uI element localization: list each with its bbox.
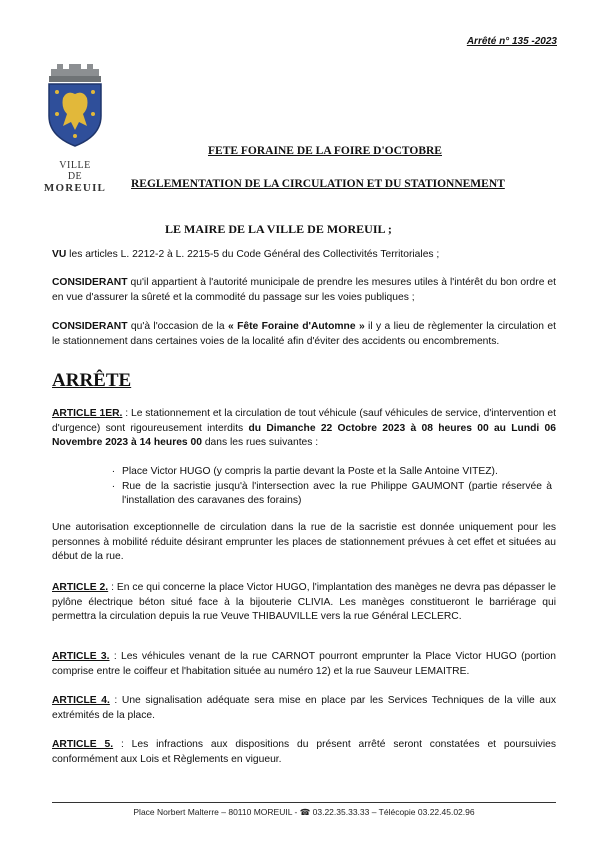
vu-lead: VU xyxy=(52,249,67,260)
town-label-ville: VILLE xyxy=(59,160,91,171)
considerant-lead: CONSIDERANT xyxy=(52,277,128,288)
article-3-text: : Les véhicules venant de la rue CARNOT pourront emprunter la Place Victor HUGO (portion comprise entre le coiffeur et l'habitation située au numéro 12) et la rue Sauveur LEMAITRE. xyxy=(52,651,556,677)
event-name: « Fête Foraine d'Automne » xyxy=(227,321,365,332)
title-fete-foraine: FETE FORAINE DE LA FOIRE D'OCTOBRE xyxy=(208,145,442,157)
footer-address: Place Norbert Malterre – 80110 MOREUIL - xyxy=(133,807,300,817)
considerant-text: qu'il appartient à l'autorité municipale de prendre les mesures utiles à l'intérêt du bon ordre et en vue d'assurer la sûreté et la commodité du passage sur les voies publiques ; xyxy=(52,277,556,303)
article-4-text: : Une signalisation adéquate sera mise en place par les Services Techniques de la ville aux extrémités de la place. xyxy=(52,695,556,721)
article-2-paragraph xyxy=(52,581,556,625)
article-3-label: ARTICLE 3. xyxy=(52,651,110,662)
article-3-paragraph xyxy=(52,650,556,679)
article-5-label: ARTICLE 5. xyxy=(52,739,114,750)
town-crest xyxy=(40,64,110,194)
vu-text: les articles L. 2212-2 à L. 2215-5 du Code Général des Collectivités Territoriales ; xyxy=(66,249,440,260)
article-1-note: Une autorisation exceptionnelle de circulation dans la rue de la sacristie est donnée uniquement pour les personnes à mobilité réduite désirant emprunter les places de stationnement prévues à cet effet et situées au début de la rue. xyxy=(52,522,556,562)
mayor-heading: LE MAIRE DE LA VILLE DE MOREUIL ; xyxy=(165,222,392,236)
article-4-label: ARTICLE 4. xyxy=(52,695,110,706)
street-item: . Rue de la sacristie jusqu'à l'intersection avec la rue Philippe GAUMONT (partie réservée à l'installation des caravanes des forains) xyxy=(112,480,552,509)
article-1-paragraph xyxy=(52,407,556,451)
considerant-text: qu'à l'occasion de la xyxy=(127,321,228,332)
article-1-text: : Le stationnement et la circulation de tout véhicule (sauf véhicules de service, d'intervention et d'urgence) sont rigoureusement interdits xyxy=(52,408,556,434)
considerant-text: il y a lieu de règlementer la circulation et le stationnement dans certaines voies de la localité afin d'éviter des accidents ou encombrements. xyxy=(52,321,556,347)
vu-paragraph xyxy=(52,248,556,263)
phone-icon: ☎ xyxy=(299,807,311,817)
article-2-label: ARTICLE 2. xyxy=(52,582,109,593)
considerant-lead: CONSIDERANT xyxy=(52,321,128,332)
article-1-text: dans les rues suivantes : xyxy=(201,437,319,448)
considerant-paragraph-2 xyxy=(52,320,556,349)
article-1-period: du Dimanche 22 Octobre 2023 à 08 heures 00 au Lundi 06 Novembre 2023 à 14 heures 00 xyxy=(52,422,556,448)
decision-heading: ARRÊTE xyxy=(52,370,132,391)
town-label-de: DE xyxy=(67,171,83,182)
article-2-text: : En ce qui concerne la place Victor HUGO, l'implantation des manèges ne devra pas dépasser le pylône électrique béton situé face à la bijouterie CLIVIA. Les manèges constitueront le barriérage qui permettra la circulation depuis la rue Veuve THIBAUVILLE vers la rue Général LECLERC. xyxy=(52,582,556,622)
town-name: MOREUIL xyxy=(43,182,107,194)
street-item: . Place Victor HUGO (y compris la partie devant la Poste et la Salle Antoine VITEZ). xyxy=(112,465,552,480)
article-1-label: ARTICLE 1ER. xyxy=(52,408,123,419)
article-5-paragraph xyxy=(52,738,556,767)
article-4-paragraph xyxy=(52,694,556,723)
footer-divider xyxy=(52,802,556,803)
coat-of-arms-icon xyxy=(43,64,107,148)
decree-number: Arrêté n° 135 -2023 xyxy=(466,36,557,47)
title-reglementation: REGLEMENTATION DE LA CIRCULATION ET DU STATIONNEMENT xyxy=(131,178,505,190)
footer-phone: 03.22.35.33.33 – Télécopie 03.22.45.02.96 xyxy=(310,807,475,817)
footer-contact xyxy=(52,807,556,818)
street-list xyxy=(112,465,552,509)
article-5-text: : Les infractions aux dispositions du présent arrêté seront constatées et poursuivies conformément aux Lois et Règlements en vigueur. xyxy=(52,739,556,765)
considerant-paragraph-1 xyxy=(52,276,556,305)
